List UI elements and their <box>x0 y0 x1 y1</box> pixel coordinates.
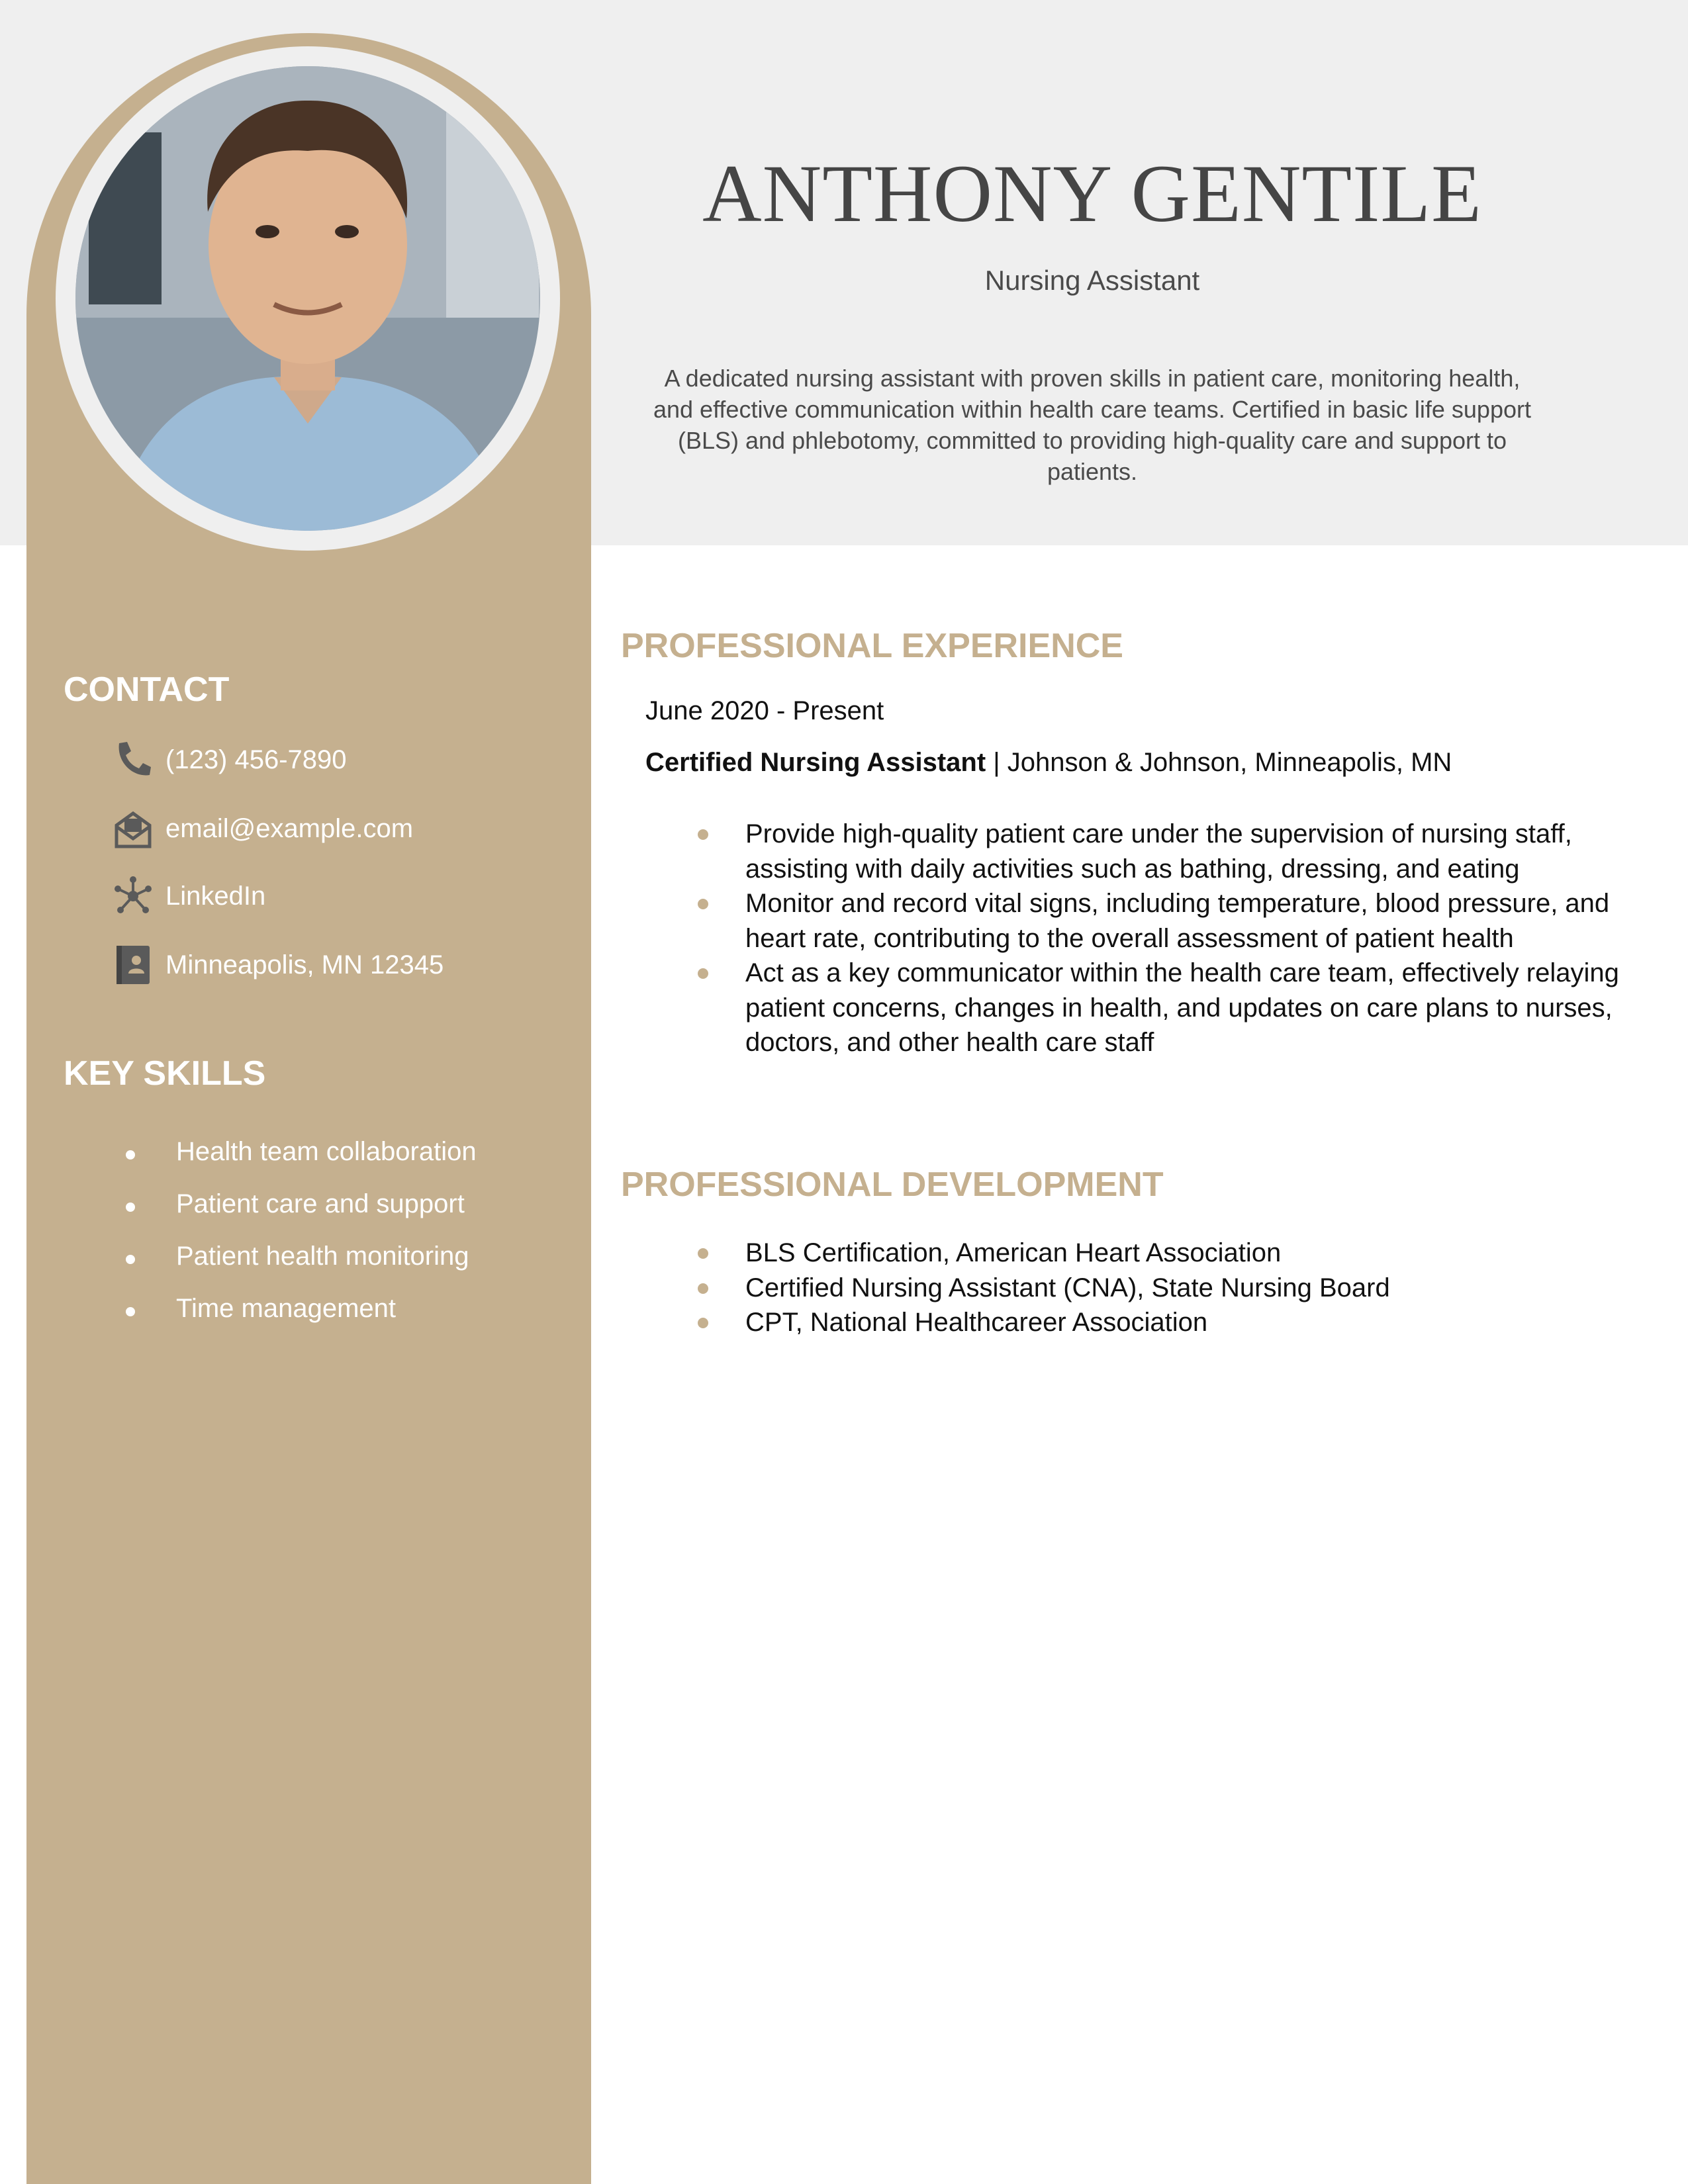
network-icon <box>113 876 154 917</box>
profile-summary: A dedicated nursing assistant with proven skills in patient care, monitoring health, and effective communication within health care teams. Certified in basic life support (BLS) and phlebotomy, committed to providing high-quality care and support to patients. <box>653 365 1531 485</box>
list-item <box>695 956 1622 1060</box>
key-skills-heading: KEY SKILLS <box>64 1054 266 1093</box>
list-item <box>695 1236 1622 1271</box>
contact-location <box>113 941 444 989</box>
list-item <box>126 1294 477 1346</box>
contact-heading: CONTACT <box>64 670 230 709</box>
experience-bullet-text: Provide high-quality patient care under the supervision of nursing staff, assisting with daily activities such as bathing, dressing, and eating <box>745 819 1572 884</box>
skill-label: Time management <box>176 1294 396 1323</box>
list-item <box>126 1137 477 1189</box>
phone-number: (123) 456-7890 <box>165 745 347 774</box>
list-item <box>695 817 1622 886</box>
skills-list <box>126 1137 477 1346</box>
contact-phone <box>113 736 347 784</box>
list-item <box>695 886 1622 956</box>
job-date-range: June 2020 - Present <box>645 696 884 725</box>
job-title: Nursing Assistant <box>984 265 1200 296</box>
skill-label: Health team collaboration <box>176 1137 477 1166</box>
skill-label: Patient care and support <box>176 1189 465 1218</box>
list-item <box>695 1305 1622 1340</box>
job-role: Certified Nursing Assistant <box>645 748 986 777</box>
development-item-text: BLS Certification, American Heart Association <box>745 1238 1282 1267</box>
development-item-text: CPT, National Healthcareer Association <box>745 1308 1208 1337</box>
contact-linkedin[interactable] <box>113 872 265 920</box>
phone-icon <box>113 739 154 780</box>
address-book-icon <box>113 944 154 985</box>
list-item <box>126 1242 477 1294</box>
list-item <box>695 1271 1622 1306</box>
job-role-line <box>645 748 1452 778</box>
development-bullets <box>695 1236 1622 1340</box>
profile-photo <box>75 66 540 531</box>
skill-label: Patient health monitoring <box>176 1242 469 1271</box>
contact-email[interactable] <box>113 805 413 852</box>
list-item <box>126 1189 477 1242</box>
candidate-name: ANTHONY GENTILE <box>702 148 1482 239</box>
experience-bullet-text: Act as a key communicator within the health care team, effectively relaying patient concerns, changes in health, and updates on care plans to nurses, doctors, and other health care staff <box>745 958 1619 1057</box>
experience-bullets <box>695 817 1622 1060</box>
job-employer: | Johnson & Johnson, Minneapolis, MN <box>986 748 1452 777</box>
experience-heading: PROFESSIONAL EXPERIENCE <box>621 627 1123 665</box>
email-address[interactable]: email@example.com <box>165 813 414 843</box>
experience-bullet-text: Monitor and record vital signs, including temperature, blood pressure, and heart rate, contributing to the overall assessment of patient health <box>745 889 1610 953</box>
linkedin-link[interactable]: LinkedIn <box>165 881 266 911</box>
development-heading: PROFESSIONAL DEVELOPMENT <box>621 1165 1164 1204</box>
development-item-text: Certified Nursing Assistant (CNA), State Nursing Board <box>745 1273 1390 1302</box>
envelope-icon <box>113 808 154 849</box>
location-text: Minneapolis, MN 12345 <box>165 950 444 979</box>
